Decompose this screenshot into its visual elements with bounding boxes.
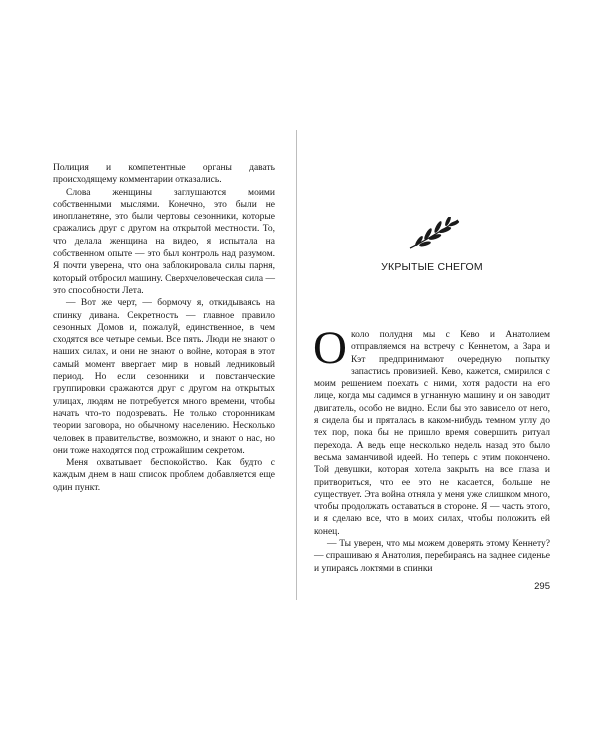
left-page xyxy=(53,162,275,494)
left-paragraph-3: — Вот же черт, — бормочу я, откидываясь на спинку дивана. Секретность — главное правило сезонных Домов и, пожалуй, единственное, в чем сходятся все четыре семьи. Все пять. Люди не знают о наших силах, и они не знают о войне, которая в этот самый момент ввергает мир в новый ледниковый период. Но если сезонники и повстанческие группировки сражаются друг с другом на открытых улицах, людям не потребуется много времени, чтобы начать что-то подозревать. Не только сторонникам теории заговора, но обычному населению. Несколько человек в правительстве, возможно, и знают о нас, но они тоже находятся под строжайшим секретом. xyxy=(53,298,275,456)
drop-cap: О xyxy=(313,322,347,374)
chapter-title: УКРЫТЫЕ СНЕГОМ xyxy=(381,261,483,273)
page-number: 295 xyxy=(534,581,550,592)
left-paragraph-4: Меня охватывает беспокойство. Как будто с каждым днем в наш список проблем добавляется еще один пункт. xyxy=(53,458,275,493)
right-paragraph-1-text: коло полудня мы с Кево и Анатолием отправляемся на встречу с Кеннетом, а Зара и Кэт предпринимают очередную попытку запастись провизией. Кево, кажется, смирился с моим решением поехать с ними, хотя радости на его лице, когда мы садимся в угнанную машину и он заводит двигатель, особо не видно. Если бы это зависело от него, я сидела бы и пряталась в каком-нибудь темном углу до тех пор, пока бы не пришло время совершить ритуал перехода. А ведь еще несколько недель назад это было весьма заманчивой идеей. Но теперь с этим покончено. Той девушки, которая хотела закрыть на все глаза и притвориться, что ее это не касается, больше не существует. Эта война отняла у меня уже слишком много, чтобы продолжать оставаться в стороне. Я — часть этого, и я сделаю все, что в моих силах, чтобы положить ей конец. xyxy=(314,330,550,537)
page-gutter-divider xyxy=(296,130,297,600)
left-paragraph-2: Слова женщины заглушаются моими собственными мыслями. Конечно, это были не инопланетяне, это были чертовы сезонники, которые сражались друг с другом на открытой местности. То, что делала женщина на видео, я испытала на собственном опыте — это был контроль над разумом. Я почти уверена, что она заблокировала силы парня, который отбросил машину. Сверхчеловеческая сила — это способности Лета. xyxy=(53,187,276,296)
laurel-branch-icon xyxy=(407,217,461,251)
right-paragraph-1 xyxy=(313,322,550,538)
left-paragraph-1: Полиция и компетентные органы давать происходящему комментарии отказались. xyxy=(53,163,275,186)
right-page xyxy=(314,0,550,750)
right-page-body xyxy=(313,322,550,575)
right-paragraph-2: — Ты уверен, что мы можем доверять этому Кеннету? — спрашиваю я Анатолия, перебираясь на заднее сиденье и упираясь локтями в спинки xyxy=(314,539,550,574)
